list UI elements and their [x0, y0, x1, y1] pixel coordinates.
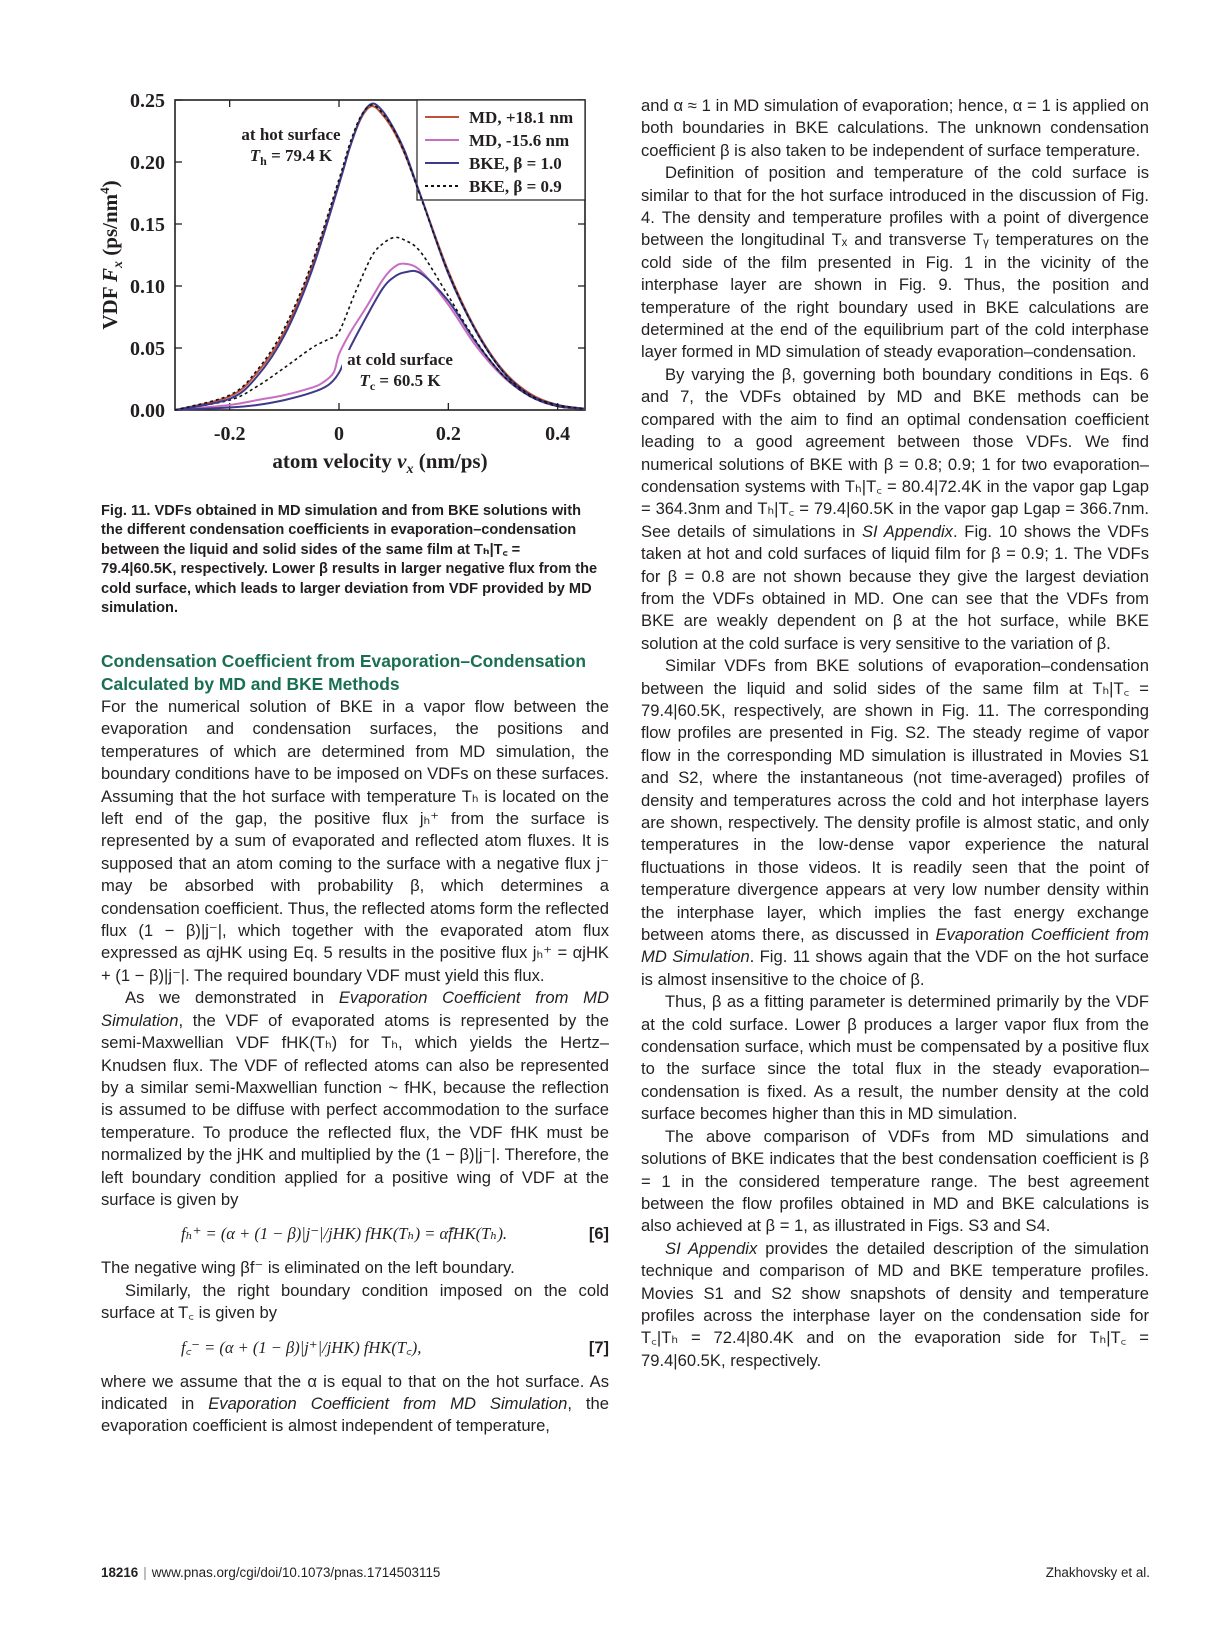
si-appendix-link[interactable]: SI Appendix [861, 521, 953, 541]
vdf-chart [95, 88, 615, 498]
paragraph: Similar VDFs from BKE solutions of evaporation–condensation between the liquid and solid sides of the same film at Tₕ|T꜀ = 79.4|60.5K, respectively, are shown in Fig. 11. The corresponding flow profiles are presented in Fig. S2. The steady regime of vapor flow in the corresponding MD simulation is illustrated in Movies S1 and S2, where the instantaneous (not time-averaged) profiles of density and temperatures across the cold and hot interphase layers are shown, respectively. The density profile is almost static, and only temperatures in the low-dense vapor experience the natural fluctuations in those videos. It is readily seen that the point of temperature divergence appears at very low number density within the interphase layer, which implies the fast energy exchange between atoms there, as discussed in Evaporation Coefficient from MD Simulation. Fig. 11 shows again that the VDF on the hot surface is almost insensitive to the choice of β. [641, 656, 1149, 989]
y-axis-label: VDF $F_x$ $(ps/nm^4)$ [97, 180, 126, 330]
legend-label: MD, -15.6 nm [469, 131, 570, 150]
footer-left: 18216 | www.pnas.org/cgi/doi/10.1073/pnas.1714503115 [101, 1565, 441, 1580]
paragraph: Definition of position and temperature of the cold surface is similar to that for the hot surface introduced in the discussion of Fig. 4. The density and temperature profiles with a point of divergence between the longitudinal Tₓ and transverse Tᵧ temperatures on the cold side of the film presented in Fig. 1 in the vicinity of the interphase layer are shown in Fig. 9. Thus, the position and temperature of the right boundary used in BKE calculations are determined at the end of the equilibrium part of the cold interphase layer formed in MD simulation of steady evaporation–condensation. [641, 163, 1149, 362]
footer-authors: Zhakhovsky et al. [1045, 1565, 1150, 1580]
equation-body: fₕ⁺ = (α + (1 − β)|j⁻|/jHK) fHK(Tₕ) = α̃fHK(Tₕ). [181, 1224, 508, 1244]
equation-6 [101, 1211, 609, 1257]
section-reference-link[interactable]: Evaporation Coefficient from MD Simulation [641, 925, 1149, 967]
paragraph: By varying the β, governing both boundary conditions in Eqs. 6 and 7, the VDFs obtained by MD and BKE methods can be compared with the aim to find an optimal condensation coefficient leading to a good agreement between those VDFs. We find numerical solutions of BKE with β = 0.8; 0.9; 1 for two evaporation–condensation systems with Tₕ|T꜀ = 80.4|72.4K in the vapor gap Lgap = 364.3nm and Tₕ|T꜀ = 79.4|60.5K in the vapor gap Lgap = 366.7nm. See details of simulations in SI Appendix. Fig. 10 shows the VDFs taken at hot and cold surfaces of liquid film for β = 0.9; 1. The VDFs for β = 0.8 are not shown because they give the largest deviation from the VDFs obtained in MD. One can see that the VDFs from BKE are weakly dependent on β at the hot surface, while BKE solution at the cold surface is very sensitive to the variation of β. [641, 364, 1149, 653]
paragraph: SI Appendix provides the detailed description of the simulation technique and comparison of MD and BKE temperature profiles. Movies S1 and S2 show snapshots of density and temperature profiles across the interphase layer on the condensation side for T꜀|Tₕ = 72.4|80.4K and on the evaporation side for Tₕ|T꜀ = 79.4|60.5K, respectively. [641, 1238, 1150, 1370]
caption-text: VDFs obtained in MD simulation and from BKE solutions with the different condensation coefficients in evaporation–condensation between the liquid and solid sides of the same film at Tₕ|T꜀ = 79.4|60.5K, respectively. Lower β results in larger negative flux from the cold surface, which leads to larger deviation from VDF provided by MD simulation. [101, 503, 598, 617]
legend-label: MD, +18.1 nm [469, 108, 574, 127]
paragraph: Similarly, the right boundary condition imposed on the cold surface at T꜀ is given by [101, 1280, 609, 1323]
y-tick-label: 0.15 [130, 214, 165, 236]
equation-number: [7] [588, 1338, 609, 1357]
doi-link[interactable]: www.pnas.org/cgi/doi/10.1073/pnas.1714503115 [151, 1565, 441, 1580]
equation-7 [101, 1325, 609, 1371]
section-reference-link[interactable]: Evaporation Coefficient from MD Simulation [101, 988, 609, 1030]
x-tick-label: 0.4 [545, 423, 571, 445]
left-column [101, 650, 609, 1438]
x-tick-label: 0.2 [435, 423, 461, 445]
legend-label: BKE, β = 1.0 [469, 154, 562, 173]
legend-label: BKE, β = 0.9 [469, 177, 562, 196]
hot-annotation-line1: at hot surface [241, 125, 341, 144]
y-tick-label: 0.00 [130, 400, 165, 422]
paragraph: The negative wing βf⁻ is eliminated on the left boundary. [101, 1258, 515, 1278]
x-axis-label: atom velocity $v_x$ (nm/ps) [272, 449, 488, 477]
y-tick-label: 0.05 [130, 338, 165, 360]
paragraph: Thus, β as a fitting parameter is determined primarily by the VDF at the cold surface. Lower β produces a larger vapor flux from the condensation surface, which must be compensated by a positive flux to the surface since the total flux in the steady evaporation–condensation is fixed. As a result, the number density at the cold surface becomes higher than this in MD simulation. [641, 992, 1149, 1124]
y-tick-label: 0.25 [130, 90, 165, 112]
si-appendix-link[interactable]: SI Appendix [665, 1238, 758, 1258]
x-tick-label: -0.2 [213, 423, 246, 445]
right-column [641, 95, 1149, 1372]
cold-annotation-line2: $T_c = 60.5$ K [359, 371, 441, 393]
section-reference-link[interactable]: Evaporation Coefficient from MD Simulation [208, 1393, 568, 1413]
hot-annotation-line2: $T_h = 79.4$ K [249, 146, 333, 168]
equation-body: f꜀⁻ = (α + (1 − β)|j⁺|/jHK) fHK(T꜀), [181, 1337, 422, 1357]
figure-caption [101, 502, 599, 618]
paragraph: and α ≈ 1 in MD simulation of evaporation; hence, α = 1 is applied on both boundaries in BKE calculations. The unknown condensation coefficient β is also taken to be independent of surface temperature. [641, 96, 1149, 160]
paragraph: The above comparison of VDFs from MD simulations and solutions of BKE indicates that the best condensation coefficient is β = 1 in the considered temperature range. The best agreement between the flow profiles obtained in MD and BKE calculations is also achieved at β = 1, as illustrated in Figs. S3 and S4. [641, 1126, 1149, 1236]
paragraph: where we assume that the α is equal to that on the hot surface. As indicated in Evaporation Coefficient from MD Simulation, the evaporation coefficient is almost independent of temperature, [101, 1371, 610, 1436]
caption-label: Fig. 11. [101, 503, 151, 519]
paragraph: As we demonstrated in Evaporation Coefficient from MD Simulation, the VDF of evaporated atoms is represented by the semi-Maxwellian VDF fHK(Tₕ) for Tₕ, which yields the Hertz–Knudsen flux. The VDF of reflected atoms can also be represented by a similar semi-Maxwellian function ~ fHK, because the reflection is assumed to be diffuse with perfect accommodation to the surface temperature. To produce the reflected flux, the VDF fHK must be normalized by the jHK and multiplied by the (1 − β)|j⁻|. Therefore, the left boundary condition applied for a positive wing of VDF at the surface is given by [101, 988, 609, 1209]
cold-annotation-line1: at cold surface [347, 350, 453, 369]
paragraph: For the numerical solution of BKE in a vapor flow between the evaporation and condensation surfaces, the positions and temperatures of which are determined from MD simulation, the boundary conditions have to be imposed on VDFs on these surfaces. Assuming that the hot surface with temperature Tₕ is located on the left end of the gap, the positive flux jₕ⁺ from the surface is represented by a sum of evaporated and reflected atom fluxes. It is supposed that an atom coming to the surface with a negative flux j⁻ may be absorbed with probability β, which determines a condensation coefficient. Thus, the reflected atoms form the reflected flux (1 − β)|j⁻|, which together with the evaporated atom flux expressed as αjHK using Eq. 5 results in the positive flux jₕ⁺ = αjHK + (1 − β)|j⁻|. The required boundary VDF must yield this flux. [101, 697, 609, 985]
section-heading: Condensation Coefficient from Evaporation–Condensation Calculated by MD and BKE Methods [101, 651, 587, 694]
y-tick-label: 0.20 [130, 152, 165, 174]
page-number: 18216 [101, 1565, 139, 1580]
equation-number: [6] [588, 1225, 609, 1244]
figure-11 [95, 88, 615, 498]
y-tick-label: 0.10 [130, 276, 165, 298]
x-tick-label: 0 [334, 423, 344, 445]
